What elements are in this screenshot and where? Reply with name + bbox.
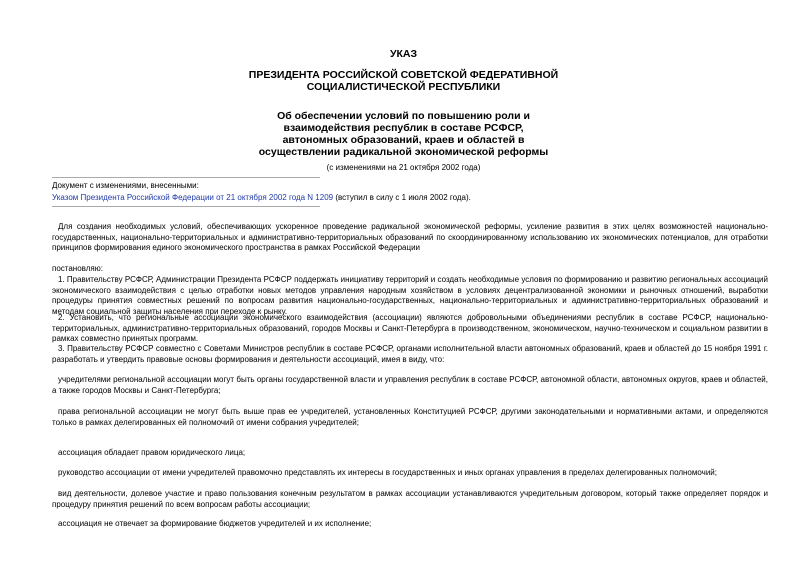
amending-decree-link[interactable]: Указом Президента Российской Федерации от 21 октября 2002 года N 1209 <box>52 193 334 202</box>
doc-type-heading: УКАЗ <box>389 48 418 60</box>
clause-1: 1. Правительству РСФСР, Администрации Президента РСФСР поддержать инициативу территорий и создать необходимые условия по формированию и развитию региональных ассоциаций экономического взаимодействия с целью отработки новых методов управления народным хозяйством в условиях децентрализованной экономики и рыночных отношений, выработки процедуры принятия совместных решений по вопросам развития национально-государственных, национально-территориальных и административно-территориальных образований и методам социальной защиты населения при переходе к рынку. <box>52 275 768 316</box>
preamble-paragraph: Для создания необходимых условий, обеспечивающих ускоренное проведение радикальной экономической реформы, усиление развития в этих целях возможностей национально-государственных, национально-территориальных и административно-территориальных образований по скоординированному использованию их экономических потенциалов, для отработки принципов формирования единого экономического пространства в рамках Российской Федерации <box>52 222 768 252</box>
amendment-note: (с изменениями на 21 октября 2002 года) <box>326 163 481 172</box>
issuer-line-1: ПРЕЗИДЕНТА РОССИЙСКОЙ СОВЕТСКОЙ ФЕДЕРАТИВНОЙ <box>248 69 559 81</box>
title-line-1: Об обеспечении условий по повышению роли и <box>277 110 530 122</box>
decree-word: постановляю: <box>52 264 103 273</box>
clause-3-item-rights: права региональной ассоциации не могут быть выше прав ее учредителей, установленных Конституцией РСФСР, другими законодательными и нормативными актами, и определяются только в рамках делегированных ей полномочий от имени собрания учредителей; <box>52 407 768 427</box>
changes-effective-note: (вступил в силу с 1 июля 2002 года). <box>333 193 471 202</box>
title-line-3: автономных образований, краев и областей в <box>282 134 525 146</box>
changes-intro: Документ с изменениями, внесенными: <box>52 181 199 190</box>
title-line-4: осуществлении радикальной экономической реформы <box>258 146 549 158</box>
divider-top <box>52 177 320 178</box>
clause-3-item-budgets: ассоциация не отвечает за формирование бюджетов учредителей и их исполнение; <box>58 519 372 528</box>
clause-3: 3. Правительству РСФСР совместно с Советами Министров республик в составе РСФСР, органами исполнительной власти автономных образований, краев и областей до 15 ноября 1991 г. разработать и утвердить правовые основы формирования и деятельности ассоциаций, имея в виду, что: <box>52 344 768 364</box>
title-line-2: взаимодействия республик в составе РСФСР, <box>283 122 524 134</box>
clause-2: 2. Установить, что региональные ассоциации экономического взаимодействия (ассоциации) являются добровольными объединениями республик в составе РСФСР, национально-территориальных, административно-территориальных образований, городов Москвы и Санкт-Петербурга в производственном, экономическом, научно-техническом и социальном развитии в рамках совместно принятых программ. <box>52 313 768 343</box>
divider-bottom <box>52 206 320 207</box>
issuer-line-2: СОЦИАЛИСТИЧЕСКОЙ РЕСПУБЛИКИ <box>306 81 501 93</box>
clause-3-item-activity: вид деятельности, долевое участие и право пользования конечным результатом в рамках ассоциации устанавливаются учредительным договором, который также определяет порядок и процедуру принятия решений по всем вопросам работы ассоциации; <box>52 489 768 509</box>
clause-3-item-founders: учредителями региональной ассоциации могут быть органы государственной власти и управления республик в составе РСФСР, автономной области, автономных округов, краев и областей, а также городов Москвы и Санкт-Петербурга; <box>52 375 768 395</box>
changes-line <box>52 193 471 203</box>
clause-3-item-legal-entity: ассоциация обладает правом юридического лица; <box>58 448 246 457</box>
clause-3-item-management: руководство ассоциации от имени учредителей правомочно представлять их интересы в государственных и иных органах управления в пределах делегированных полномочий; <box>58 468 717 477</box>
